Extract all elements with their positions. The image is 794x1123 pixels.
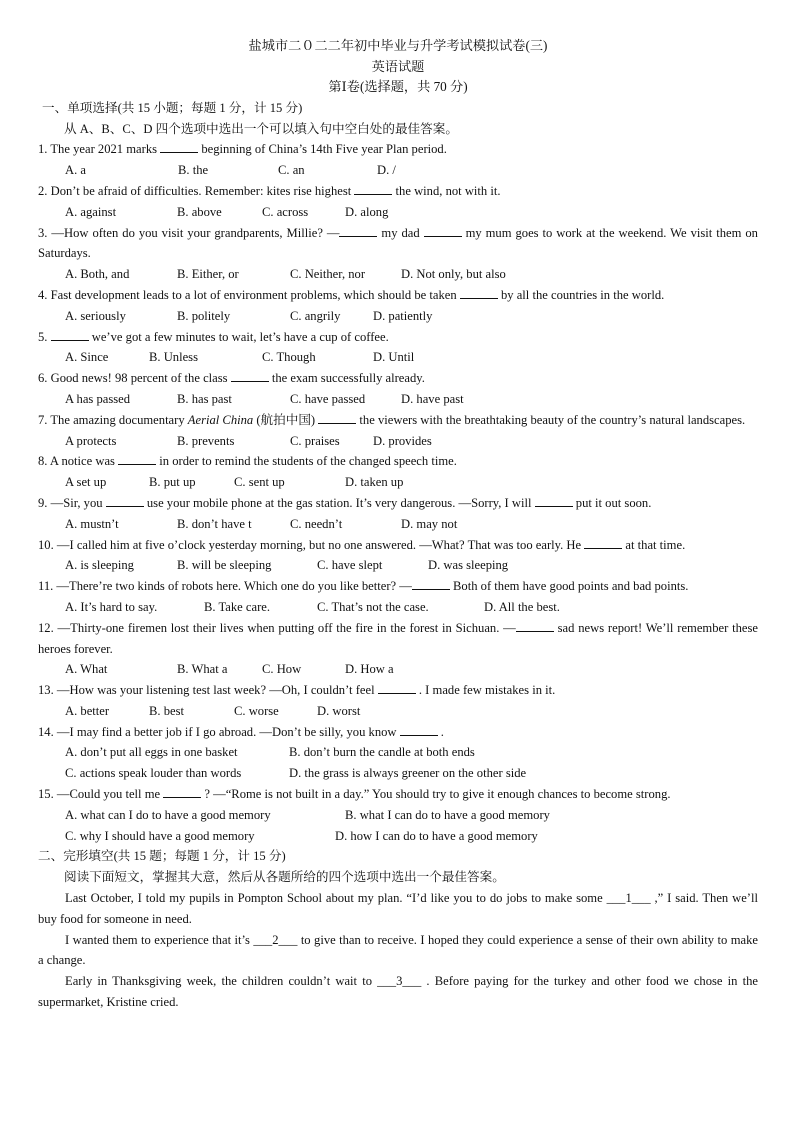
answer-blank bbox=[318, 411, 356, 424]
options-8 bbox=[38, 472, 758, 493]
option-a: A protects bbox=[65, 433, 117, 448]
question-8 bbox=[38, 451, 758, 472]
option-c: C. why I should have a good memory bbox=[65, 828, 255, 843]
option-c: C. That’s not the case. bbox=[317, 599, 429, 614]
options-2 bbox=[38, 202, 758, 223]
option-a: A. better bbox=[65, 703, 110, 718]
cloze-blank-3: ___3___ bbox=[377, 974, 422, 989]
question-text: (航拍中国) bbox=[253, 412, 319, 427]
question-text: 13. —How was your listening test last week? —Oh, I couldn’t feel bbox=[38, 683, 378, 698]
question-text: . bbox=[437, 724, 444, 739]
question-2 bbox=[38, 181, 758, 202]
options-3 bbox=[38, 264, 758, 285]
answer-blank bbox=[118, 452, 156, 465]
question-text: Both of them have good points and bad points. bbox=[449, 579, 689, 594]
passage-text: ,” I said. Then we’ll buy food for someone in need. bbox=[38, 891, 758, 926]
options-12 bbox=[38, 659, 758, 680]
option-c: C. praises bbox=[290, 433, 340, 448]
passage-text: to give than to receive. I hoped they could experience a sense of their own ability to make a change. bbox=[38, 932, 758, 968]
exam-page bbox=[38, 36, 758, 1013]
question-text: 4. Fast development leads to a lot of environment problems, which should be taken bbox=[38, 287, 460, 302]
question-text: we’ve got a few minutes to wait, let’s have a cup of coffee. bbox=[88, 329, 389, 344]
question-15 bbox=[38, 784, 758, 805]
answer-blank bbox=[460, 286, 498, 299]
cloze-blank-2: ___2___ bbox=[253, 932, 298, 947]
option-c: C. have slept bbox=[317, 558, 383, 573]
question-4 bbox=[38, 285, 758, 306]
section2-heading: 二、完形填空(共 15 题；每题 1 分，计 15 分) bbox=[38, 849, 286, 864]
answer-blank bbox=[378, 681, 416, 694]
option-d: D. have past bbox=[401, 391, 464, 406]
documentary-title: Aerial China bbox=[187, 412, 254, 427]
option-c: C. angrily bbox=[290, 308, 341, 323]
answer-blank bbox=[354, 182, 392, 195]
option-c: C. worse bbox=[234, 703, 279, 718]
cloze-paragraph-3 bbox=[38, 971, 758, 1013]
option-a: A. It’s hard to say. bbox=[65, 599, 158, 614]
option-d: D. along bbox=[345, 204, 389, 219]
option-b: B. Unless bbox=[149, 350, 198, 365]
answer-blank bbox=[231, 369, 269, 382]
question-5 bbox=[38, 327, 758, 348]
passage-text: Last October, I told my pupils in Pompton School about my plan. “I’d like you to do jobs to make some bbox=[65, 891, 607, 906]
question-text: 15. —Could you tell me bbox=[38, 787, 164, 802]
answer-blank bbox=[584, 536, 622, 549]
question-text: 5. bbox=[38, 329, 51, 344]
exam-part: 第Ⅰ卷(选择题，共 70 分) bbox=[328, 79, 468, 95]
option-a: A. a bbox=[65, 163, 86, 178]
option-a: A. What bbox=[65, 662, 108, 677]
option-d: D. Not only, but also bbox=[401, 267, 506, 282]
question-text: by all the countries in the world. bbox=[497, 287, 665, 302]
option-a: A. against bbox=[65, 204, 117, 219]
exam-title: 盐城市二０二二年初中毕业与升学考试模拟试卷(三) bbox=[248, 38, 548, 53]
option-c: C. How bbox=[262, 662, 302, 677]
answer-blank bbox=[51, 328, 89, 341]
option-b: B. has past bbox=[177, 391, 232, 406]
question-text: beginning of China’s 14th Five year Plan period. bbox=[198, 142, 447, 157]
option-c: C. across bbox=[262, 204, 309, 219]
question-text: 8. A notice was bbox=[38, 454, 119, 469]
option-c: C. an bbox=[278, 163, 305, 178]
option-b: B. put up bbox=[149, 475, 196, 490]
answer-blank bbox=[424, 224, 462, 237]
question-text: . I made few mistakes in it. bbox=[415, 683, 556, 698]
option-a: A. is sleeping bbox=[65, 558, 134, 573]
question-6 bbox=[38, 368, 758, 389]
options-14-row2 bbox=[38, 763, 758, 784]
option-a: A. seriously bbox=[65, 308, 126, 323]
option-d: D. patiently bbox=[373, 308, 433, 323]
options-9 bbox=[38, 514, 758, 535]
question-text: 1. The year 2021 marks bbox=[38, 142, 161, 157]
answer-blank bbox=[516, 619, 554, 632]
question-text: the exam successfully already. bbox=[268, 371, 425, 386]
question-text: 7. The amazing documentary bbox=[38, 412, 188, 427]
option-a: A. don’t put all eggs in one basket bbox=[65, 745, 238, 760]
passage-text: I wanted them to experience that it’s bbox=[65, 932, 254, 947]
question-text: 14. —I may find a better job if I go abroad. —Don’t be silly, you know bbox=[38, 724, 400, 739]
option-c: C. Though bbox=[262, 350, 316, 365]
question-text: put it out soon. bbox=[572, 495, 652, 510]
question-text: 12. —Thirty-one firemen lost their lives when putting off the fire in the forest in Sichuan. — bbox=[38, 620, 516, 635]
answer-blank bbox=[160, 140, 198, 153]
option-b: B. don’t burn the candle at both ends bbox=[289, 745, 475, 760]
options-14-row1 bbox=[38, 742, 758, 763]
option-d: D. All the best. bbox=[484, 599, 560, 614]
option-d: D. / bbox=[377, 163, 396, 178]
option-d: D. may not bbox=[401, 516, 458, 531]
option-c: C. Neither, nor bbox=[290, 267, 366, 282]
question-text: at that time. bbox=[622, 537, 686, 552]
option-b: B. don’t have t bbox=[177, 516, 252, 531]
section1-instruction: 从 A、B、C、D 四个选项中选出一个可以填入句中空白处的最佳答案。 bbox=[64, 121, 458, 136]
option-d: D. how I can do to have a good memory bbox=[335, 828, 538, 843]
options-4 bbox=[38, 306, 758, 327]
question-text: use your mobile phone at the gas station. It’s very dangerous. —Sorry, I will bbox=[143, 495, 535, 510]
question-14 bbox=[38, 722, 758, 743]
question-text: 11. —There’re two kinds of robots here. Which one do you like better? — bbox=[38, 579, 412, 594]
question-7 bbox=[38, 410, 758, 431]
passage-text: . Before paying for the turkey and other food we chose in the supermarket, Kristine cried. bbox=[38, 974, 758, 1010]
option-d: D. the grass is always greener on the other side bbox=[289, 766, 527, 781]
question-9 bbox=[38, 493, 758, 514]
option-b: B. What a bbox=[177, 662, 228, 677]
options-13 bbox=[38, 701, 758, 722]
option-c: C. have passed bbox=[290, 391, 366, 406]
option-d: D. How a bbox=[345, 662, 394, 677]
question-10 bbox=[38, 535, 758, 556]
option-d: D. Until bbox=[373, 350, 415, 365]
passage-text: Early in Thanksgiving week, the children couldn’t wait to bbox=[65, 974, 378, 989]
question-text: sad news report! We’ll remember these heroes forever. bbox=[38, 620, 758, 656]
option-c: C. needn’t bbox=[290, 516, 343, 531]
option-b: B. best bbox=[149, 703, 184, 718]
section1-heading: 一、单项选择(共 15 小题；每题 1 分，计 15 分) bbox=[42, 100, 303, 115]
question-1 bbox=[38, 139, 758, 160]
question-text: 6. Good news! 98 percent of the class bbox=[38, 371, 231, 386]
option-d: D. was sleeping bbox=[428, 558, 509, 573]
cloze-blank-1: ___1___ bbox=[606, 891, 651, 906]
answer-blank bbox=[339, 224, 377, 237]
cloze-paragraph-2 bbox=[38, 930, 758, 972]
option-a: A. Since bbox=[65, 350, 109, 365]
question-text: 10. —I called him at five o’clock yesterday morning, but no one answered. —What? That was too early. He bbox=[38, 537, 585, 552]
question-12 bbox=[38, 618, 758, 660]
answer-blank bbox=[535, 494, 573, 507]
question-text: in order to remind the students of the changed speech time. bbox=[156, 454, 457, 469]
question-13 bbox=[38, 680, 758, 701]
options-1 bbox=[38, 160, 758, 181]
option-b: B. will be sleeping bbox=[177, 558, 272, 573]
question-text: 2. Don’t be afraid of difficulties. Remember: kites rise highest bbox=[38, 183, 355, 198]
option-d: D. taken up bbox=[345, 475, 404, 490]
options-7 bbox=[38, 431, 758, 452]
options-15-row1 bbox=[38, 805, 758, 826]
answer-blank bbox=[163, 785, 201, 798]
option-a: A. Both, and bbox=[65, 267, 130, 282]
option-b: B. the bbox=[178, 163, 209, 178]
question-11 bbox=[38, 576, 758, 597]
options-5 bbox=[38, 347, 758, 368]
option-a: A set up bbox=[65, 475, 107, 490]
options-10 bbox=[38, 555, 758, 576]
section2-instruction: 阅读下面短文，掌握其大意，然后从各题所给的四个选项中选出一个最佳答案。 bbox=[64, 870, 505, 885]
exam-subject: 英语试题 bbox=[371, 58, 425, 74]
cloze-paragraph-1 bbox=[38, 888, 758, 930]
option-b: B. prevents bbox=[177, 433, 235, 448]
question-text: ? —“Rome is not built in a day.” You should try to give it enough chances to become strong. bbox=[201, 787, 671, 802]
question-text: my mum goes to work at the weekend. We visit them on Saturdays. bbox=[38, 225, 758, 261]
option-b: B. Take care. bbox=[204, 599, 271, 614]
question-text: the viewers with the breathtaking beauty of the country’s natural landscapes. bbox=[356, 412, 746, 427]
question-3 bbox=[38, 223, 758, 265]
options-6 bbox=[38, 389, 758, 410]
answer-blank bbox=[106, 494, 144, 507]
options-11 bbox=[38, 597, 758, 618]
question-text: my dad bbox=[377, 225, 424, 240]
option-b: B. above bbox=[177, 204, 222, 219]
options-15-row2 bbox=[38, 826, 758, 847]
option-c: C. sent up bbox=[234, 475, 285, 490]
question-text: 9. —Sir, you bbox=[38, 495, 106, 510]
option-d: D. worst bbox=[317, 703, 361, 718]
option-c: C. actions speak louder than words bbox=[65, 766, 242, 781]
answer-blank bbox=[412, 577, 450, 590]
option-a: A has passed bbox=[65, 391, 131, 406]
option-b: B. what I can do to have a good memory bbox=[345, 807, 550, 822]
option-b: B. politely bbox=[177, 308, 231, 323]
question-text: 3. —How often do you visit your grandparents, Millie? — bbox=[38, 225, 340, 240]
option-d: D. provides bbox=[373, 433, 432, 448]
option-b: B. Either, or bbox=[177, 267, 239, 282]
question-text: the wind, not with it. bbox=[392, 183, 501, 198]
answer-blank bbox=[400, 723, 438, 736]
option-a: A. mustn’t bbox=[65, 516, 119, 531]
option-a: A. what can I do to have a good memory bbox=[65, 807, 271, 822]
